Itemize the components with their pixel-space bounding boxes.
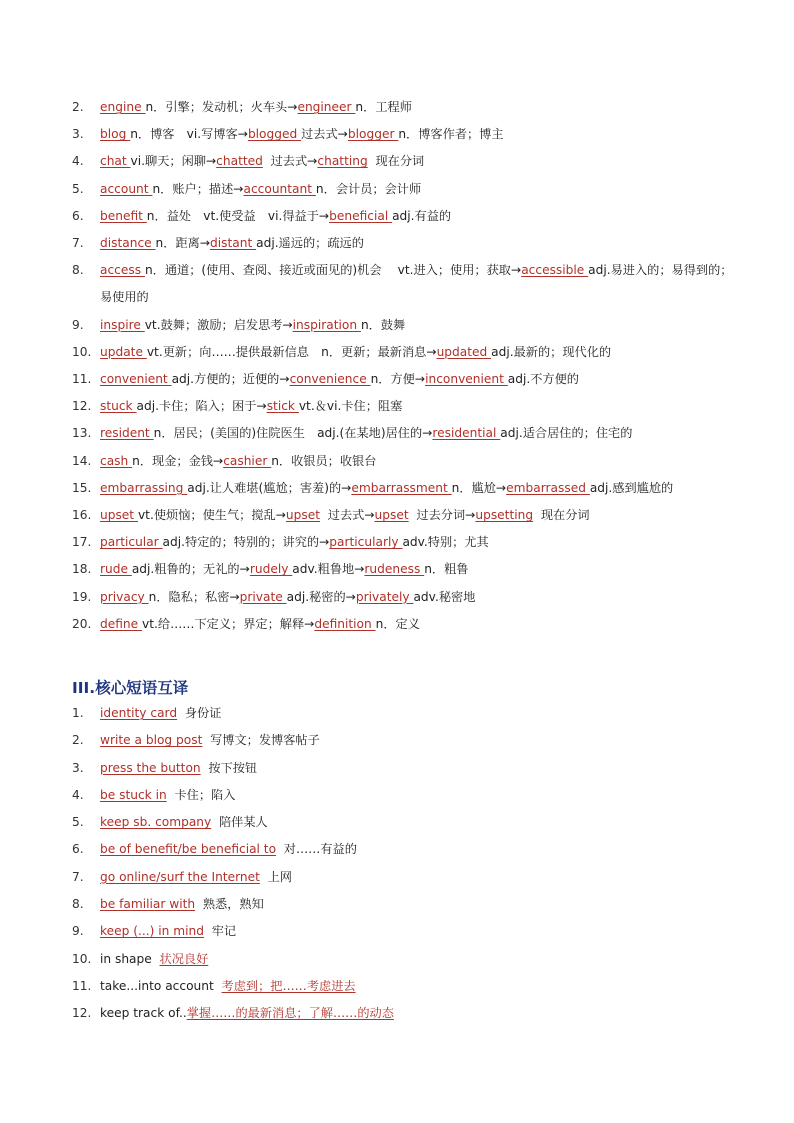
answer-text: write a blog post [100, 733, 203, 748]
phrase-item [72, 918, 742, 945]
answer-text: account [100, 181, 153, 196]
answer-text: inspiration [292, 317, 361, 332]
answer-text: chatted [216, 154, 263, 169]
item-number: 13. [72, 426, 92, 441]
item-number: 16. [72, 508, 92, 523]
definition-text: 身份证 [177, 706, 222, 720]
vocab-item [72, 393, 742, 420]
answer-text: benefit [100, 208, 147, 223]
definition-text: 熟悉，熟知 [195, 897, 264, 912]
definition-text: adj.特定的；特别的；讲究的→ [162, 535, 330, 550]
phrase-item [72, 727, 742, 754]
definition-text: 现在分词 [367, 154, 425, 169]
definition-text: adv.特别；尤其 [402, 535, 489, 550]
definition-text: n．益处 vt.使受益 vi.得益于→ [146, 208, 330, 223]
phrase-item [72, 946, 742, 973]
definition-text: keep track of.. [100, 1006, 187, 1021]
definition-text: 卡住；陷入 [166, 787, 236, 802]
answer-text: cashier [223, 453, 272, 468]
item-number: 11. [72, 978, 92, 993]
vocab-item [72, 420, 742, 447]
answer-text: rudely [249, 562, 293, 577]
definition-text: n．工程师 [355, 100, 412, 114]
vocab-item [72, 312, 742, 339]
answer-text: define [100, 616, 143, 631]
definition-text: adv.秘密地 [413, 589, 476, 604]
definition-text: adj.让人难堪(尴尬；害羞)的→ [187, 480, 352, 495]
item-text [100, 121, 742, 148]
phrase-item [72, 809, 742, 836]
answer-text: upsetting [475, 508, 534, 523]
answer-text: be stuck in [100, 787, 167, 802]
answer-text: stuck [100, 399, 137, 414]
definition-text: n．粗鲁 [424, 562, 469, 577]
definition-text: vi.聊天；闲聊→ [130, 154, 217, 169]
answer-text: accessible [521, 263, 589, 278]
definition-text: adj.卡住；陷入；困于→ [136, 399, 267, 414]
item-number: 2. [72, 100, 84, 114]
answer-text: distance [100, 236, 156, 251]
item-text [100, 448, 742, 475]
answer-text: cash [100, 453, 133, 468]
item-text [100, 339, 742, 366]
answer-text: keep sb. company [100, 815, 212, 830]
definition-text: adv.粗鲁地→ [292, 562, 365, 577]
answer-text: distant [210, 236, 257, 251]
item-number: 11. [72, 372, 92, 387]
vocab-item [72, 475, 742, 502]
definition-text: n．定义 [375, 616, 420, 631]
definition-text: adj.感到尴尬的 [589, 480, 674, 495]
answer-text: particularly [329, 535, 403, 550]
item-text [100, 529, 742, 556]
vocab-item [72, 176, 742, 203]
definition-text: n．引擎；发动机；火车头→ [145, 100, 298, 114]
item-number: 4. [72, 787, 84, 802]
answer-text: be of benefit/be beneficial to [100, 842, 277, 857]
answer-text: rudeness [364, 562, 425, 577]
item-text [100, 836, 742, 863]
answer-text: convenience [289, 372, 371, 387]
definition-text: n．博客作者；博主 [398, 127, 504, 142]
vocabulary-list [72, 94, 742, 638]
answer-text: engineer [297, 100, 356, 114]
answer-text: be familiar with [100, 897, 196, 912]
definition-text: 牢记 [203, 924, 237, 939]
definition-text: adj.最新的；现代化的 [491, 344, 612, 359]
item-text [100, 556, 742, 583]
answer-text: identity card [100, 706, 178, 720]
definition-text: adj.适合居住的；住宅的 [500, 426, 633, 441]
definition-text: 现在分词 [533, 508, 590, 523]
answer-text: press the button [100, 760, 201, 775]
item-number: 3. [72, 760, 84, 775]
answer-text: keep (...) in mind [100, 924, 204, 939]
vocab-item [72, 448, 742, 475]
vocab-item [72, 556, 742, 583]
phrase-item [72, 836, 742, 863]
definition-text: n．隐私；私密→ [148, 589, 240, 604]
item-number: 8. [72, 897, 84, 912]
phrase-list [72, 700, 742, 1028]
item-text [100, 1000, 742, 1027]
answer-text: stick [266, 399, 299, 414]
phrase-item [72, 1000, 742, 1027]
vocab-item [72, 584, 742, 611]
item-text [100, 809, 742, 836]
answer-text: privately [355, 589, 414, 604]
vocab-item [72, 339, 742, 366]
answer-text: 状况良好 [159, 951, 209, 966]
item-text [100, 755, 742, 782]
answer-text: beneficial [329, 208, 393, 223]
answer-text: update [100, 344, 147, 359]
definition-text: in shape [100, 951, 160, 966]
item-text [100, 176, 742, 203]
item-text [100, 946, 742, 973]
item-text [100, 918, 742, 945]
definition-text: 对……有益的 [276, 842, 357, 857]
definition-text: vt.＆vi.卡住；阻塞 [298, 399, 403, 414]
item-text [100, 973, 742, 1000]
item-number: 6. [72, 842, 84, 857]
definition-text: n．通道；(使用、查阅、接近或面见的)机会 vt.进入；使用；获取→ [144, 263, 522, 278]
answer-text: private [239, 589, 287, 604]
phrase-item [72, 755, 742, 782]
item-number: 14. [72, 453, 92, 468]
answer-text: blogger [347, 127, 399, 142]
item-number: 10. [72, 344, 92, 359]
item-text [100, 366, 742, 393]
answer-text: inspire [100, 317, 145, 332]
item-number: 5. [72, 181, 84, 196]
vocab-item [72, 203, 742, 230]
answer-text: definition [314, 616, 376, 631]
answer-text: 掌握……的最新消息；了解……的动态 [186, 1006, 394, 1021]
answer-text: updated [436, 344, 492, 359]
answer-text: accountant [243, 181, 316, 196]
definition-text: take...into account [100, 978, 222, 993]
answer-text: particular [100, 535, 163, 550]
definition-text: adj.易进入的；易得到的；易使用的 [100, 263, 733, 305]
definition-text: n．居民；(美国的)住院医生 adj.(在某地)居住的→ [153, 426, 433, 441]
definition-text: vt.使烦恼；使生气；搅乱→ [137, 508, 286, 523]
vocab-item [72, 230, 742, 257]
item-text [100, 584, 742, 611]
definition-text: n．尴尬→ [451, 480, 507, 495]
definition-text: 按下按钮 [200, 760, 258, 775]
answer-text: access [100, 263, 145, 278]
item-text [100, 502, 742, 529]
item-number: 5. [72, 815, 84, 830]
item-number: 2. [72, 733, 84, 748]
answer-text: resident [100, 426, 154, 441]
answer-text: embarrassing [100, 480, 188, 495]
item-number: 17. [72, 535, 92, 550]
item-number: 3. [72, 127, 84, 142]
definition-text: n．方便→ [370, 372, 426, 387]
item-number: 8. [72, 263, 84, 278]
section-title: III.核心短语互译 [72, 679, 189, 697]
item-text [100, 312, 742, 339]
item-number: 9. [72, 924, 84, 939]
item-number: 18. [72, 562, 92, 577]
definition-text: n．距离→ [155, 236, 211, 251]
item-text [100, 475, 742, 502]
answer-text: privacy [100, 589, 149, 604]
phrase-item [72, 973, 742, 1000]
answer-text: chat [100, 154, 131, 169]
vocab-item [72, 366, 742, 393]
definition-text: vt.鼓舞；激励；启发思考→ [144, 317, 293, 332]
item-text [100, 257, 742, 311]
answer-text: blog [100, 127, 131, 142]
item-number: 6. [72, 208, 84, 223]
definition-text: 写博文；发博客帖子 [202, 733, 320, 748]
item-text [100, 94, 742, 121]
answer-text: chatting [317, 154, 368, 169]
answer-text: blogged [247, 127, 302, 142]
item-text [100, 393, 742, 420]
answer-text: upset [100, 508, 138, 523]
vocab-item [72, 529, 742, 556]
item-text [100, 727, 742, 754]
definition-text: adj.不方便的 [507, 372, 579, 387]
definition-text: 过去式→ [262, 154, 318, 169]
item-text [100, 891, 742, 918]
item-text [100, 420, 742, 447]
item-number: 12. [72, 399, 92, 414]
definition-text: vt.给……下定义；界定；解释→ [142, 616, 315, 631]
definition-text: adj.有益的 [392, 208, 452, 223]
definition-text: n．收银员；收银台 [271, 453, 377, 468]
item-text [100, 864, 742, 891]
phrase-item [72, 782, 742, 809]
answer-text: embarrassment [351, 480, 452, 495]
item-number: 20. [72, 616, 92, 631]
definition-text: adj.秘密的→ [286, 589, 356, 604]
item-number: 7. [72, 869, 84, 884]
answer-text: 考虑到；把……考虑进去 [221, 978, 356, 993]
answer-text: upset [285, 508, 321, 523]
item-number: 15. [72, 480, 92, 495]
item-text [100, 700, 742, 727]
definition-text: 过去分词→ [408, 508, 476, 523]
definition-text: adj.粗鲁的；无礼的→ [131, 562, 250, 577]
vocab-item [72, 502, 742, 529]
vocab-item [72, 148, 742, 175]
vocab-item [72, 257, 742, 311]
item-text [100, 203, 742, 230]
item-text [100, 148, 742, 175]
answer-text: residential [432, 426, 501, 441]
answer-text: convenient [100, 372, 172, 387]
item-number: 19. [72, 589, 92, 604]
phrase-item [72, 891, 742, 918]
definition-text: 过去式→ [320, 508, 375, 523]
definition-text: adj.遥远的；疏远的 [256, 236, 364, 251]
item-number: 1. [72, 706, 84, 720]
item-number: 10. [72, 951, 92, 966]
item-number: 4. [72, 154, 84, 169]
definition-text: n．会计员；会计师 [315, 181, 422, 196]
item-text [100, 230, 742, 257]
vocab-item [72, 94, 742, 121]
answer-text: upset [374, 508, 409, 523]
definition-text: n．鼓舞 [360, 317, 406, 332]
phrase-item [72, 700, 742, 727]
vocab-item [72, 611, 742, 638]
answer-text: embarrassed [506, 480, 590, 495]
definition-text: 上网 [259, 869, 292, 884]
item-number: 7. [72, 236, 84, 251]
phrase-item [72, 864, 742, 891]
answer-text: rude [100, 562, 132, 577]
definition-text: n．博客 vi.写博客→ [130, 127, 248, 142]
item-number: 12. [72, 1006, 92, 1021]
definition-text: n．现金；金钱→ [132, 453, 224, 468]
definition-text: 过去式→ [301, 127, 348, 142]
item-number: 9. [72, 317, 84, 332]
vocab-item [72, 121, 742, 148]
item-text [100, 611, 742, 638]
definition-text: n．账户；描述→ [152, 181, 244, 196]
definition-text: adj.方便的；近便的→ [171, 372, 290, 387]
definition-text: 陪伴某人 [211, 815, 268, 830]
item-text [100, 782, 742, 809]
answer-text: go online/surf the Internet [100, 869, 260, 884]
answer-text: engine [100, 100, 146, 114]
answer-text: inconvenient [425, 372, 508, 387]
definition-text: vt.更新；向……提供最新信息 n．更新；最新消息→ [146, 344, 437, 359]
